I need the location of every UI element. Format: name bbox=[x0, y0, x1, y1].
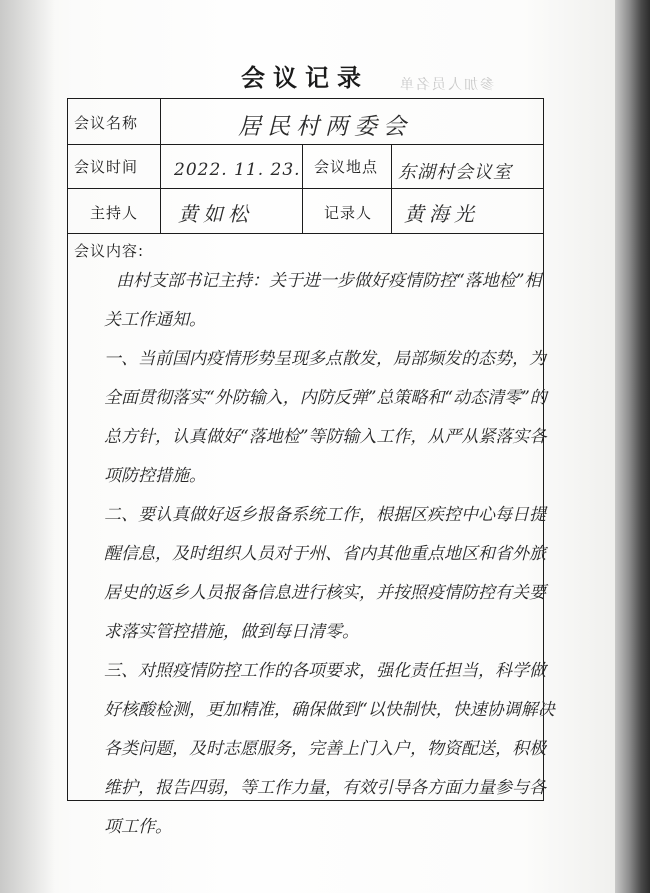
recorder-value: 黄海光 bbox=[404, 202, 479, 226]
page-title: 会议记录 bbox=[241, 64, 369, 92]
content-item-3: 三、对照疫情防控工作的各项要求，强化责任担当，科学做好核酸检测，更加精准，确保做到“以快制快，快速协调解决各类问题，及时志愿服务，完善上门入户，物资配送，积极维护，报告四弱，等工作力量，有效引导各方面力量参与各项工作。 bbox=[104, 661, 555, 837]
content-label: 会议内容: bbox=[74, 242, 145, 260]
meeting-location-value: 东湖村会议室 bbox=[398, 162, 512, 183]
meeting-name-value: 居民村两委会 bbox=[238, 114, 412, 140]
binding-spine bbox=[615, 0, 650, 893]
column-divider bbox=[391, 144, 392, 233]
recorder-label: 记录人 bbox=[324, 204, 373, 222]
scan-shadow bbox=[0, 0, 55, 893]
host-value: 黄如松 bbox=[178, 202, 253, 226]
host-label: 主持人 bbox=[90, 204, 139, 222]
meeting-time-value: 2022. 11. 23. bbox=[174, 160, 301, 180]
column-divider bbox=[160, 98, 161, 234]
meeting-location-label: 会议地点 bbox=[314, 158, 379, 176]
bleed-through-text: 参加人员名单 bbox=[398, 77, 494, 93]
content-item-1: 一、当前国内疫情形势呈现多点散发，局部频发的态势，为全面贯彻落实“外防输入，内防反弹”总策略和“动态清零”的总方针，认真做好“落地检”等防输入工作，从严从紧落实各项防控措施。 bbox=[104, 349, 547, 486]
content-item-2: 二、要认真做好返乡报备系统工作，根据区疾控中心每日提醒信息，及时组织人员对于州、省内其他重点地区和省外旅居史的返乡人员报备信息进行核实，并按照疫情防控有关要求落实管控措施，做到每日清零。 bbox=[104, 505, 546, 642]
meeting-content bbox=[104, 262, 556, 847]
row-divider bbox=[67, 233, 544, 234]
column-divider bbox=[302, 144, 303, 233]
meeting-time-label: 会议时间 bbox=[74, 158, 139, 176]
content-intro: 由村支部书记主持：关于进一步做好疫情防控“落地检”相关工作通知。 bbox=[104, 271, 542, 330]
row-divider bbox=[67, 144, 544, 145]
meeting-name-label: 会议名称 bbox=[74, 114, 139, 132]
row-divider bbox=[67, 188, 544, 189]
